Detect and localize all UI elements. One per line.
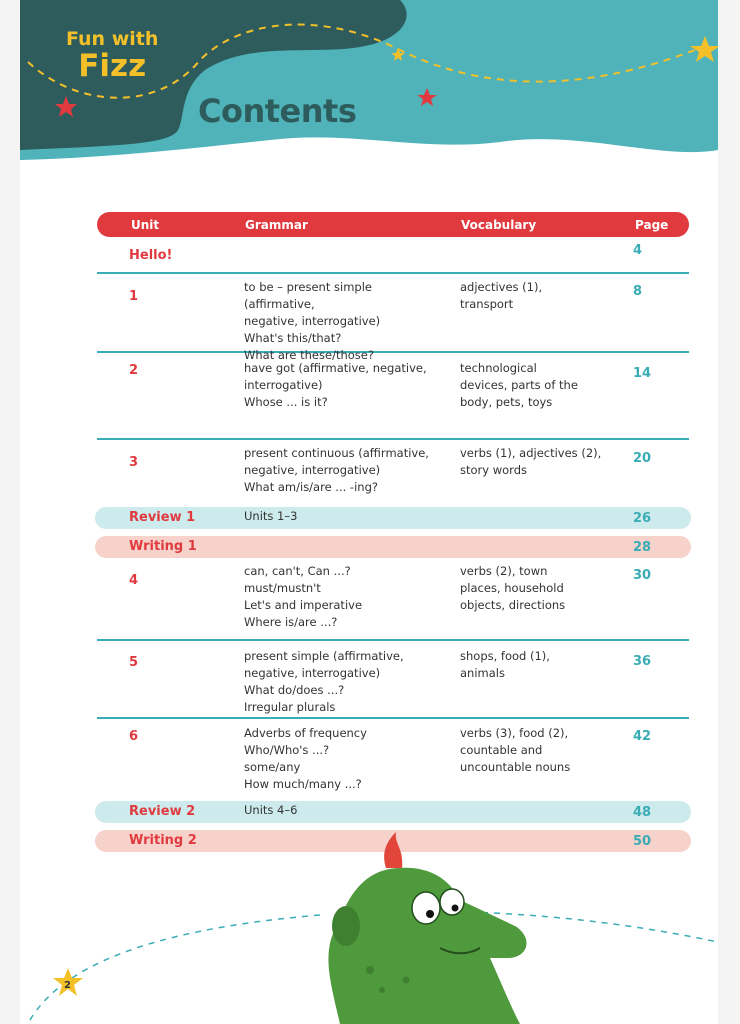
grammar-line: Units 1–3 [244, 509, 298, 523]
grammar-line: some/any [244, 760, 301, 774]
header-unit: Unit [131, 218, 160, 232]
header-vocabulary: Vocabulary [461, 218, 537, 232]
unit-label: Writing 2 [129, 833, 197, 848]
header-grammar: Grammar [245, 218, 308, 232]
grammar-line: Units 4–6 [244, 803, 298, 817]
page-number: 14 [633, 366, 652, 381]
grammar-cell [244, 563, 444, 631]
grammar-line: Where is/are ...? [244, 615, 338, 629]
unit-label: 6 [129, 729, 139, 744]
page-number: 30 [633, 568, 652, 583]
vocabulary-cell [460, 279, 610, 313]
unit-label: 5 [129, 655, 139, 670]
vocabulary-line: adjectives (1), [460, 280, 543, 294]
grammar-line: have got (affirmative, negative, [244, 361, 427, 375]
vocabulary-line: verbs (2), town [460, 564, 548, 578]
grammar-cell [244, 802, 444, 819]
grammar-line: to be – present simple (affirmative, [244, 280, 372, 311]
vocabulary-line: technological [460, 361, 537, 375]
grammar-line: negative, interrogative) [244, 463, 381, 477]
dashed-path [30, 915, 320, 1020]
grammar-cell [244, 648, 444, 716]
grammar-line: present continuous (affirmative, [244, 446, 429, 460]
vocabulary-cell [460, 360, 610, 411]
mascot-tuft [384, 832, 402, 868]
vocabulary-line: places, household [460, 581, 564, 595]
mascot-body [328, 868, 526, 1024]
series-logo [66, 30, 158, 82]
grammar-line: What am/is/are ... -ing? [244, 480, 378, 494]
vocabulary-line: verbs (1), adjectives (2), [460, 446, 602, 460]
page-number: 48 [633, 805, 652, 820]
grammar-line: Irregular plurals [244, 700, 336, 714]
vocabulary-line: shops, food (1), [460, 649, 550, 663]
vocabulary-line: story words [460, 463, 527, 477]
page [20, 0, 718, 1024]
vocabulary-line: uncountable nouns [460, 760, 571, 774]
unit-label: Review 2 [129, 804, 196, 819]
grammar-line: What are these/those? [244, 348, 374, 362]
page-number: 50 [633, 834, 652, 849]
vocabulary-cell [460, 445, 610, 479]
grammar-line: can, can't, Can ...? [244, 564, 351, 578]
header-banner [20, 0, 718, 170]
vocabulary-line: objects, directions [460, 598, 566, 612]
series-logo-line1: Fun with [66, 28, 159, 50]
grammar-cell [244, 508, 444, 525]
unit-label: 2 [129, 363, 139, 378]
vocabulary-cell [460, 648, 610, 682]
row-divider [97, 639, 689, 641]
mascot-spot [403, 977, 410, 984]
page-number: 36 [633, 654, 652, 669]
grammar-line: How much/many ...? [244, 777, 362, 791]
mascot-eye [440, 889, 464, 915]
page-number: 20 [633, 451, 652, 466]
mascot-eye [412, 892, 440, 924]
vocabulary-line: countable and [460, 743, 543, 757]
mascot-illustration [310, 830, 550, 1024]
grammar-line: Whose ... is it? [244, 395, 328, 409]
grammar-cell [244, 725, 444, 793]
page-number: 28 [633, 540, 652, 555]
page-number: 4 [633, 243, 643, 258]
mascot-spot [379, 987, 385, 993]
row-divider [97, 717, 689, 719]
grammar-cell [244, 360, 444, 411]
page-title: Contents [198, 92, 357, 130]
grammar-line: present simple (affirmative, [244, 649, 404, 663]
vocabulary-line: body, pets, toys [460, 395, 553, 409]
grammar-line: must/mustn't [244, 581, 321, 595]
vocabulary-line: verbs (3), food (2), [460, 726, 569, 740]
vocabulary-cell [460, 563, 610, 614]
vocabulary-line: devices, parts of the [460, 378, 578, 392]
grammar-line: Who/Who's ...? [244, 743, 330, 757]
vocabulary-line: transport [460, 297, 514, 311]
row-divider [97, 272, 689, 274]
unit-label: 3 [129, 455, 139, 470]
grammar-line: Adverbs of frequency [244, 726, 367, 740]
unit-label: Writing 1 [129, 539, 197, 554]
unit-label: 1 [129, 289, 139, 304]
mascot-spot [366, 966, 374, 974]
unit-label: Hello! [129, 248, 173, 263]
grammar-line: negative, interrogative) [244, 314, 381, 328]
grammar-cell [244, 279, 444, 364]
grammar-line: Let's and imperative [244, 598, 363, 612]
unit-label: 4 [129, 573, 139, 588]
unit-label: Review 1 [129, 510, 196, 525]
grammar-line: What do/does ...? [244, 683, 345, 697]
grammar-line: interrogative) [244, 378, 323, 392]
page-number: 26 [633, 511, 652, 526]
grammar-line: negative, interrogative) [244, 666, 381, 680]
vocabulary-cell [460, 725, 610, 776]
mascot-pupil [426, 910, 434, 918]
series-logo-line2: Fizz [78, 48, 147, 84]
vocabulary-line: animals [460, 666, 505, 680]
grammar-cell [244, 445, 444, 496]
mascot-ear [332, 906, 360, 946]
row-divider [97, 438, 689, 440]
page-number: 8 [633, 284, 643, 299]
mascot-pupil [452, 905, 459, 912]
header-page: Page [635, 218, 669, 232]
grammar-line: What's this/that? [244, 331, 342, 345]
page-number: 42 [633, 729, 652, 744]
table-header [97, 212, 689, 237]
page-number-footer: 2 [64, 980, 71, 991]
